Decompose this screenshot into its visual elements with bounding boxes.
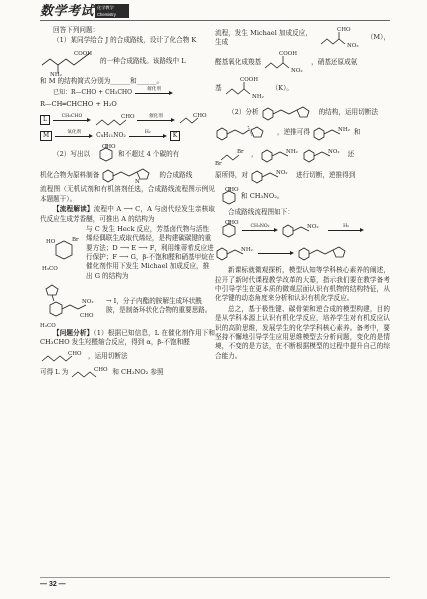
retro-row-1 [215,122,390,144]
question-intro: 回答下列问题： [53,26,100,34]
svg-text:CHO: CHO [68,350,82,357]
q2-analysis-text: （2）分析 [228,108,259,117]
arrow-reagent: H₂ [343,224,349,230]
svg-text:CHO: CHO [102,144,116,151]
svg-text:CHO: CHO [94,366,108,373]
compound-K-answer-row [215,76,390,102]
oxidation-row [215,50,390,76]
reduction-text: ，硝基还原成氨 [311,58,358,67]
svg-text:NO₂: NO₂ [307,224,319,231]
question-2-target-text: 机化合物为原料制备 [40,170,100,179]
magazine-sub-brand: 化学教学 Chemistry [95,4,129,18]
retro-row-2 [215,144,390,166]
conclusion-paragraph-2: 总之，基于极性键、碳骨架和逆合成的模型构建，目的是从学科本源上认识有机化学反应，培养学生对有机反应认识的高阶思维，发展学生的化学学科核心素养。备考中，要坚持不懈地引导学生应用思维模型去分析问题，变化的是情境，不变的是方法，在不断根据模型的过程中提升自己的综合能力。 [215,304,390,360]
answer-unsat-aldehyde-structure [40,349,86,365]
svg-text:NO₂: NO₂ [327,149,340,155]
answer-L-structure [70,365,110,381]
nitro-aldehyde-structure [178,111,208,129]
dibromobutane-structure [215,144,249,166]
svg-text:NH₂: NH₂ [241,247,253,254]
compound-G-structure [40,283,104,329]
compound-A-row [40,225,215,281]
svg-text:CHO: CHO [225,220,239,227]
michael-row [215,26,390,50]
carboxyl-nitro-structure [263,50,309,76]
page-footer [40,580,390,590]
svg-text:Br: Br [237,149,244,155]
svg-text:CHO: CHO [80,313,94,320]
answer-L-text-cont: 和 CH₃NO₂ 参照 [112,368,164,377]
arrow-reagent: CH₃CHO [61,114,83,120]
retro-reduction: 还 [347,150,355,159]
q2-analysis-cont: 的结构，运用切断法 [318,108,378,117]
retro-cut-structure [215,122,275,144]
synthesis-scheme [215,219,390,263]
compound-K-answer-label: （K）。 [271,84,294,93]
question-2-target-cont: 的合成路线 [159,170,193,179]
benzaldehyde-structure-2 [215,186,239,208]
label-M: M [40,131,52,141]
q2-analysis-row [215,104,390,122]
amino-text: 基 [215,84,222,93]
flow-analysis-heck: 与 C 发生 Heck 反应，芳基卤代物与活性烯烃偶联生成取代烯烃，是构建碳碳键的重要方法；D ⟶ E ⟶ F，利用维蒂希反应进行保护；F ⟶ G，β-不饱和醛和硝基甲烷在催化剂作用下发生 Michael 加成反应，推出 G 的结构为 [86,224,215,280]
arrow-condition: 催化剂 [149,114,163,120]
header-rule [40,20,390,21]
svg-text:HO: HO [46,238,56,245]
svg-text:NH₂: NH₂ [251,94,264,100]
sequence-M [40,131,215,141]
label-L: L [40,115,50,125]
flow-analysis-lactam: → I，分子内酯的胺解生成环状酰胺，是制备环状化合物的重要思路。 [106,296,212,315]
answer-cut-method: ，运用切断法 [88,352,128,361]
left-column [40,26,215,381]
retro-nitromethane: 和 CH₃NO₂。 [241,192,284,201]
retro-row-3 [215,166,390,186]
svg-text:NH₂: NH₂ [337,127,350,133]
footer-rule [40,577,390,578]
unsaturated-aldehyde-structure [94,111,134,129]
answer-unsat-aldehyde-row [40,349,215,365]
nitrostyrene-structure [302,145,346,165]
nitrostyrene-structure-2 [250,166,294,186]
known-reaction-products: R—CH═CHCHO + H₂O [40,100,117,109]
page-number: — 32 — [40,581,66,588]
arrow-condition: 催化剂 [147,87,161,93]
reaction-arrow [53,115,91,125]
phenethylamine-structure-2 [260,145,300,165]
reaction-arrow [129,131,167,141]
answer-L-text: 可得 L 为 [40,368,69,377]
retro-and: 和 [353,128,361,137]
page-header [0,0,427,22]
label-K: K [170,131,180,141]
arrow-reagent: 氧化剂 [67,130,82,136]
magazine-brand: 数学考试 [40,3,95,18]
retro-comma: ， [251,150,258,159]
retro-row-4 [215,186,390,208]
svg-text:Br: Br [215,161,222,167]
reaction-arrow [242,225,278,235]
compound-M-structure [319,26,365,50]
flow-analysis-text: 流程中 A ⟶ C，A 与卤代烃发生亲核取代反应生成芳香醚，可推出 A 的结构为 [40,205,215,223]
svg-text:COOH: COOH [239,77,258,83]
svg-text:COOH: COOH [74,50,93,57]
svg-text:CHO: CHO [192,113,207,120]
retro-text-2-cont: 进行切断，逆推得到 [295,171,356,180]
reaction-arrow [328,225,364,235]
svg-text:N: N [135,179,141,186]
conclusion-paragraph-1: 新课标就微观探析，模型认知等学科核心素养的阐述，拉开了新时代课程教学改革的大幕，指示我们要在教学备考中引导学生在更本质的微观层面认识有机物的结构特征，从化学键的动态角度来分析和认识有机化学反应。 [215,266,390,303]
question-2-row [40,143,215,165]
oxidation-text: 醛基氧化成羧基 [215,58,262,67]
svg-text:NO₂: NO₂ [291,68,303,74]
known-reaction [40,88,215,98]
known-reaction-reactants: 已知：R—CHO + CH₃CHO [53,88,133,96]
phenethylamine-structure [312,123,352,143]
question-2-target-row [40,165,215,185]
arrow-reagent: H₂ [144,130,151,136]
question-1-text-cont: 的一种合成路线。该路线中 L [100,57,186,66]
svg-text:H₃CO: H₃CO [42,265,58,272]
arrow-reagent: CH₃NO₂ [250,224,270,230]
question-2-flow-instruction: 流程图（无机试剂和有机溶剂任选，合成路线流程图示例见本题题干）。 [40,185,215,203]
reaction-arrow [258,248,294,258]
right-column [215,26,390,362]
q2-target-structure [261,104,317,122]
michael-text: 流程，发生 Michael 加成反应，生成 [215,28,312,46]
svg-text:H₃CO: H₃CO [40,323,56,330]
compound-K-structure [40,47,98,77]
svg-text:CHO: CHO [225,187,239,193]
scheme-target [297,243,353,263]
reaction-arrow [135,88,173,98]
scheme-step-1 [215,219,390,241]
question-2-text: （2）写出以 [53,149,91,158]
scheme-benzaldehyde [215,219,239,241]
scheme-intro: 合成路线流程图如下： [228,208,294,216]
compound-G-row [40,283,215,329]
benzaldehyde-structure [92,143,116,165]
svg-text:NO₂: NO₂ [82,299,94,306]
sequence-L [40,111,215,129]
compound-M-label: （M）， [366,33,390,42]
answer-analysis-paragraph [40,329,215,348]
answer-analysis-tag: 【问题分析】 [53,329,94,338]
retro-text-2: 原所得，对 [215,171,248,180]
svg-text:NH₂: NH₂ [50,71,62,78]
compound-K-row [40,47,215,77]
svg-text:CHO: CHO [120,114,135,121]
question-1-LM: 和 M 的结构简式分别为______和______。 [40,76,164,85]
svg-text:CHO: CHO [336,27,351,33]
flow-analysis-paragraph [40,205,215,224]
target-pyrrolidine-structure [101,165,157,185]
reaction-arrow [137,115,175,125]
formula-intermediate: C₈H₁₁NO₂ [96,132,126,140]
flow-analysis-tag: 【流程解读】 [53,205,94,214]
svg-text:NO₂: NO₂ [275,170,288,176]
answer-L-row [40,365,215,381]
compound-K-answer-structure [224,76,270,102]
svg-text:COOH: COOH [279,51,298,57]
question-2-text-cont: 和不超过 4 个碳的有 [118,149,180,158]
svg-text:NO₂: NO₂ [346,43,359,49]
scheme-phenethylamine [215,243,255,263]
svg-text:NH₂: NH₂ [285,149,298,155]
question-1-text: （1）某同学给合 J 的合成路线，设计了化合物 K [53,36,197,45]
scheme-nitrostyrene [281,220,325,240]
compound-A-structure [40,233,84,273]
svg-text:Br: Br [72,236,79,243]
answer-analysis-text: （1）根据已知信息，L 在催化剂作用下和 CH₃CHO 发生羟醛缩合反应，得到 α，β-不饱和醛 [40,329,216,347]
scheme-step-2 [215,243,390,263]
retro-text: ，逆推可得 [277,128,310,137]
reaction-arrow [55,131,93,141]
